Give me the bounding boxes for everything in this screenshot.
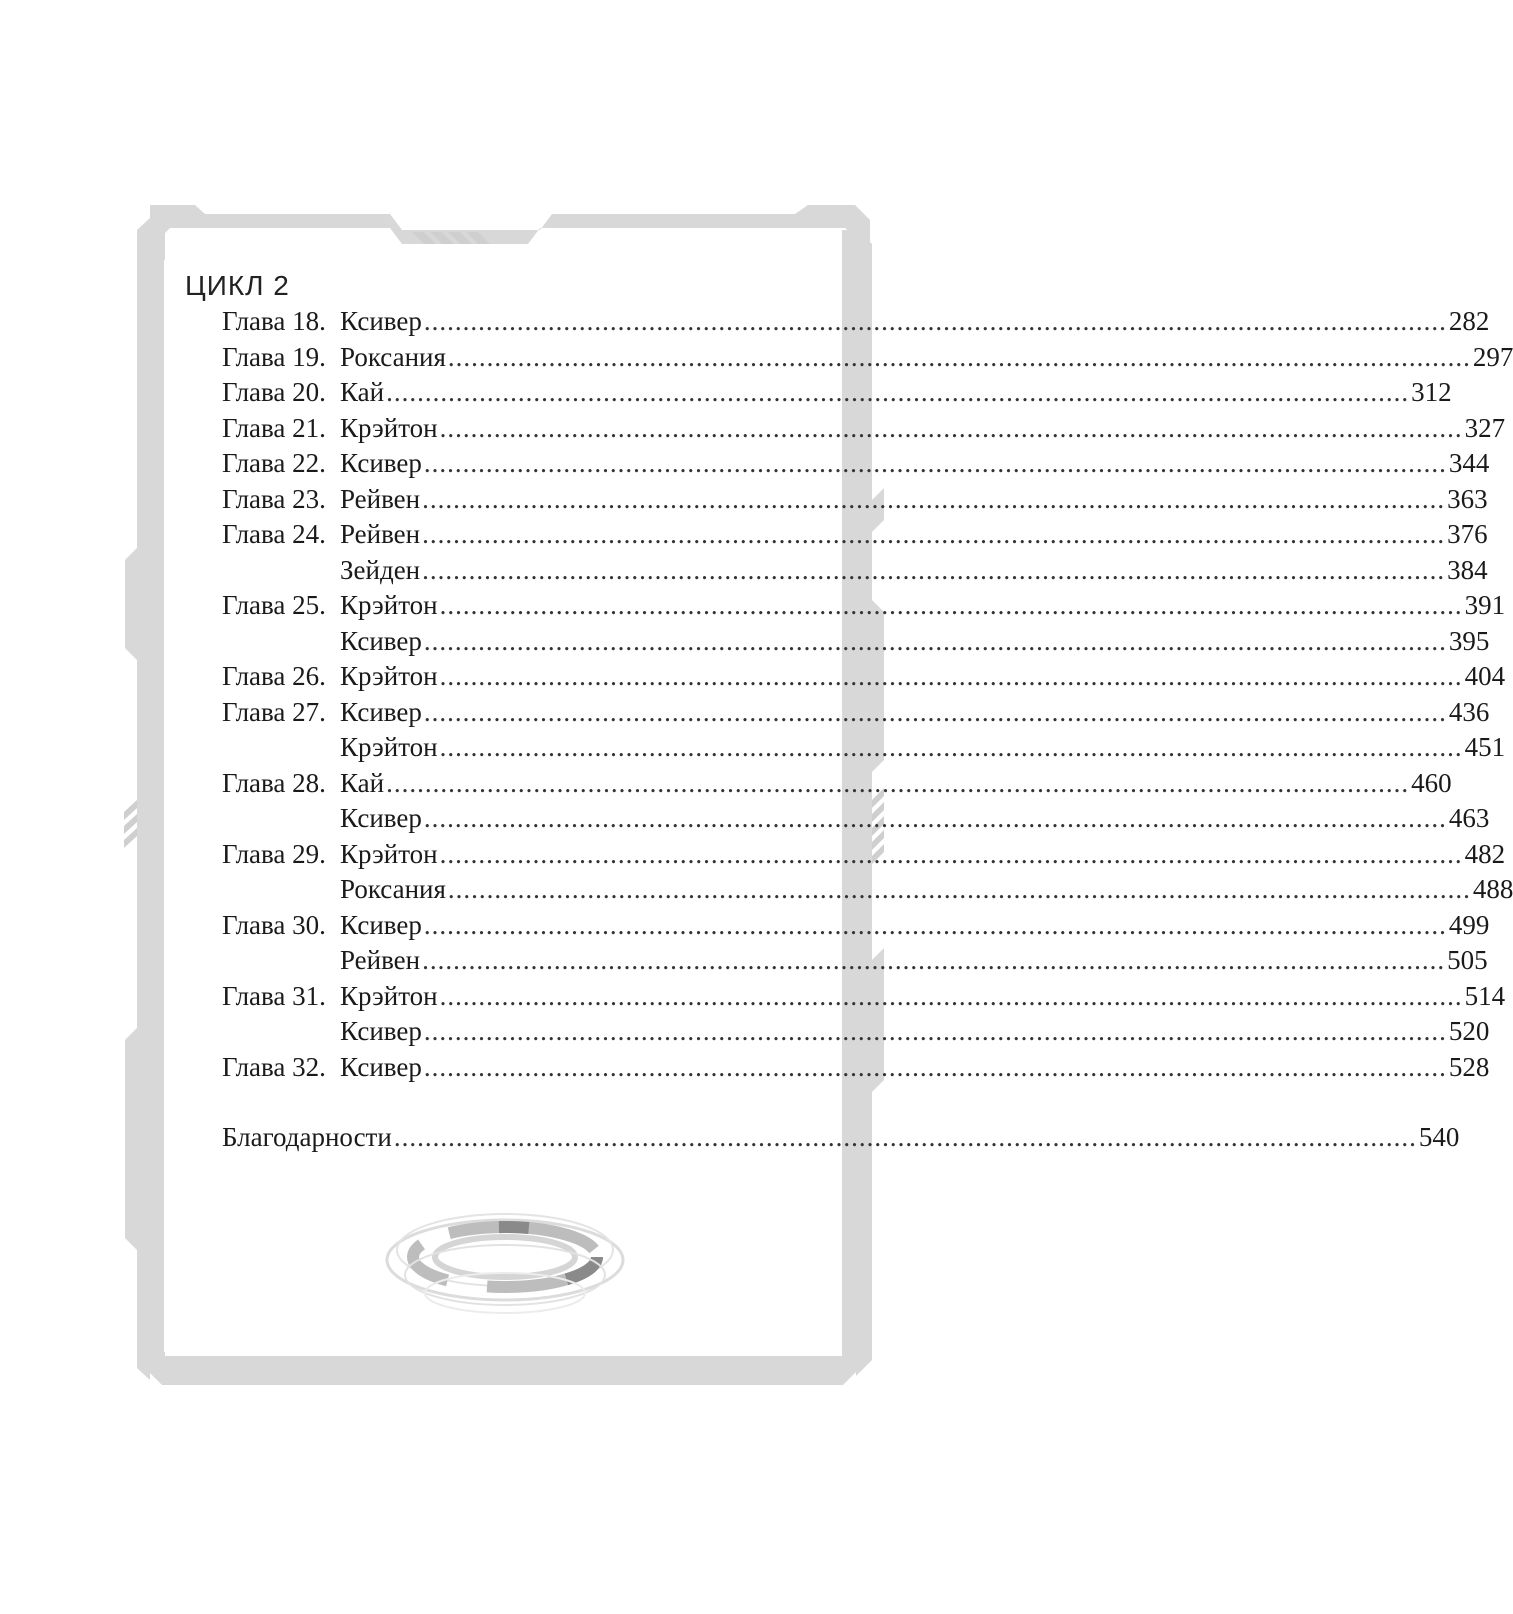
dot-leader: .................................................................................................................................... bbox=[439, 732, 1463, 762]
chapter-label: Глава 26. bbox=[222, 661, 326, 691]
toc-entry[interactable] bbox=[222, 1014, 1490, 1050]
dot-leader: .................................................................................................................................... bbox=[423, 1051, 1447, 1082]
entry-title: Рейвен bbox=[340, 519, 421, 549]
entry-title: Роксания bbox=[340, 874, 446, 904]
page-number: 404 bbox=[1464, 661, 1506, 691]
entry-title: Ксивер bbox=[340, 625, 422, 656]
toc-entry[interactable] bbox=[222, 837, 1506, 873]
chapter-label: Глава 27. bbox=[222, 696, 326, 727]
page-number: 344 bbox=[1448, 448, 1490, 478]
dot-leader: .................................................................................................................................... bbox=[423, 625, 1447, 656]
page-number: 540 bbox=[1418, 1122, 1460, 1152]
dot-leader: .................................................................................................................................... bbox=[439, 590, 1463, 620]
dot-leader: .................................................................................................................................... bbox=[439, 661, 1463, 691]
entry-title: Крэйтон bbox=[340, 980, 438, 1011]
entry-title: Рейвен bbox=[340, 483, 421, 514]
chapter-label: Глава 24. bbox=[222, 519, 326, 549]
chapter-label: Глава 19. bbox=[222, 341, 326, 372]
dot-leader: .................................................................................................................................... bbox=[422, 483, 1446, 514]
page-number: 391 bbox=[1464, 590, 1506, 620]
toc-entry[interactable] bbox=[222, 801, 1490, 837]
dot-leader: .................................................................................................................................... bbox=[386, 767, 1410, 798]
page-number: 282 bbox=[1448, 306, 1490, 336]
entry-title: Ксивер bbox=[340, 448, 422, 478]
chapter-label: Глава 30. bbox=[222, 909, 326, 940]
toc-entry[interactable] bbox=[222, 482, 1488, 518]
chapter-label: Глава 28. bbox=[222, 767, 326, 798]
entry-title: Крэйтон bbox=[340, 838, 438, 869]
toc-entries bbox=[222, 304, 1513, 1085]
page-number: 499 bbox=[1448, 909, 1490, 940]
page-number: 488 bbox=[1472, 874, 1513, 904]
chapter-label: Глава 32. bbox=[222, 1051, 326, 1082]
entry-title: Ксивер bbox=[340, 696, 422, 727]
toc-entry[interactable] bbox=[222, 624, 1490, 660]
toc-entry[interactable] bbox=[222, 553, 1488, 589]
entry-title: Благодарности bbox=[222, 1122, 392, 1152]
table-of-contents bbox=[185, 268, 1513, 1156]
dot-leader: .................................................................................................................................... bbox=[439, 412, 1463, 443]
entry-title: Рейвен bbox=[340, 945, 421, 975]
dot-leader: .................................................................................................................................... bbox=[422, 519, 1446, 549]
chapter-label: Глава 20. bbox=[222, 377, 326, 407]
toc-entry[interactable] bbox=[222, 695, 1490, 731]
toc-entry[interactable] bbox=[222, 446, 1490, 482]
entry-title: Ксивер bbox=[340, 1051, 422, 1082]
entry-title: Роксания bbox=[340, 341, 446, 372]
page-number: 297 bbox=[1472, 341, 1513, 372]
chapter-label: Глава 31. bbox=[222, 980, 326, 1011]
entry-title: Крэйтон bbox=[340, 661, 438, 691]
entry-title: Ксивер bbox=[340, 1016, 422, 1046]
dot-leader: .................................................................................................................................... bbox=[439, 980, 1463, 1011]
dot-leader: .................................................................................................................................... bbox=[447, 874, 1471, 904]
toc-entry[interactable] bbox=[222, 730, 1506, 766]
page-number: 482 bbox=[1464, 838, 1506, 869]
dot-leader: .................................................................................................................................... bbox=[423, 448, 1447, 478]
entry-title: Крэйтон bbox=[340, 412, 438, 443]
chapter-label: Глава 25. bbox=[222, 590, 326, 620]
dot-leader: .................................................................................................................................... bbox=[422, 554, 1446, 585]
entry-title: Зейден bbox=[340, 554, 421, 585]
entry-title: Кай bbox=[340, 377, 385, 407]
toc-entry[interactable] bbox=[222, 979, 1506, 1015]
dot-leader: .................................................................................................................................... bbox=[422, 945, 1446, 975]
toc-entry[interactable] bbox=[222, 375, 1452, 411]
dot-leader: .................................................................................................................................... bbox=[393, 1122, 1417, 1152]
dot-leader: .................................................................................................................................... bbox=[386, 377, 1410, 407]
page-number: 463 bbox=[1448, 803, 1490, 833]
toc-entry[interactable] bbox=[222, 304, 1490, 340]
page-number: 327 bbox=[1464, 412, 1506, 443]
page-number: 460 bbox=[1411, 767, 1452, 798]
toc-entry[interactable] bbox=[222, 659, 1506, 695]
page-number: 505 bbox=[1447, 945, 1488, 975]
ring-emblem bbox=[385, 1195, 625, 1325]
toc-entry-acknowledgements[interactable] bbox=[222, 1120, 1460, 1156]
toc-entry[interactable] bbox=[222, 411, 1506, 447]
entry-title: Ксивер bbox=[340, 803, 422, 833]
toc-entry[interactable] bbox=[222, 517, 1488, 553]
toc-entry[interactable] bbox=[222, 340, 1513, 376]
chapter-label: Глава 18. bbox=[222, 306, 326, 336]
page-number: 395 bbox=[1448, 625, 1490, 656]
page-number: 528 bbox=[1448, 1051, 1490, 1082]
chapter-label: Глава 21. bbox=[222, 412, 326, 443]
chapter-label: Глава 22. bbox=[222, 448, 326, 478]
entry-title: Крэйтон bbox=[340, 590, 438, 620]
dot-leader: .................................................................................................................................... bbox=[423, 696, 1447, 727]
dot-leader: .................................................................................................................................... bbox=[439, 838, 1463, 869]
toc-entry[interactable] bbox=[222, 908, 1490, 944]
section-title: ЦИКЛ 2 bbox=[185, 270, 290, 301]
page-number: 312 bbox=[1411, 377, 1452, 407]
dot-leader: .................................................................................................................................... bbox=[447, 341, 1471, 372]
page-number: 436 bbox=[1448, 696, 1490, 727]
toc-entry[interactable] bbox=[222, 872, 1513, 908]
chapter-label: Глава 29. bbox=[222, 838, 326, 869]
entry-title: Кай bbox=[340, 767, 385, 798]
toc-entry[interactable] bbox=[222, 1050, 1490, 1086]
toc-entry[interactable] bbox=[222, 943, 1488, 979]
page-number: 384 bbox=[1447, 554, 1488, 585]
dot-leader: .................................................................................................................................... bbox=[423, 1016, 1447, 1046]
entry-title: Ксивер bbox=[340, 306, 422, 336]
page-number: 363 bbox=[1447, 483, 1488, 514]
page-number: 376 bbox=[1447, 519, 1488, 549]
page-number: 514 bbox=[1464, 980, 1506, 1011]
toc-entry[interactable] bbox=[222, 588, 1506, 624]
chapter-label: Глава 23. bbox=[222, 483, 326, 514]
dot-leader: .................................................................................................................................... bbox=[423, 306, 1447, 336]
dot-leader: .................................................................................................................................... bbox=[423, 803, 1447, 833]
toc-entry[interactable] bbox=[222, 766, 1452, 802]
page-number: 520 bbox=[1448, 1016, 1490, 1046]
entry-title: Ксивер bbox=[340, 909, 422, 940]
entry-title: Крэйтон bbox=[340, 732, 438, 762]
dot-leader: .................................................................................................................................... bbox=[423, 909, 1447, 940]
page-number: 451 bbox=[1464, 732, 1506, 762]
